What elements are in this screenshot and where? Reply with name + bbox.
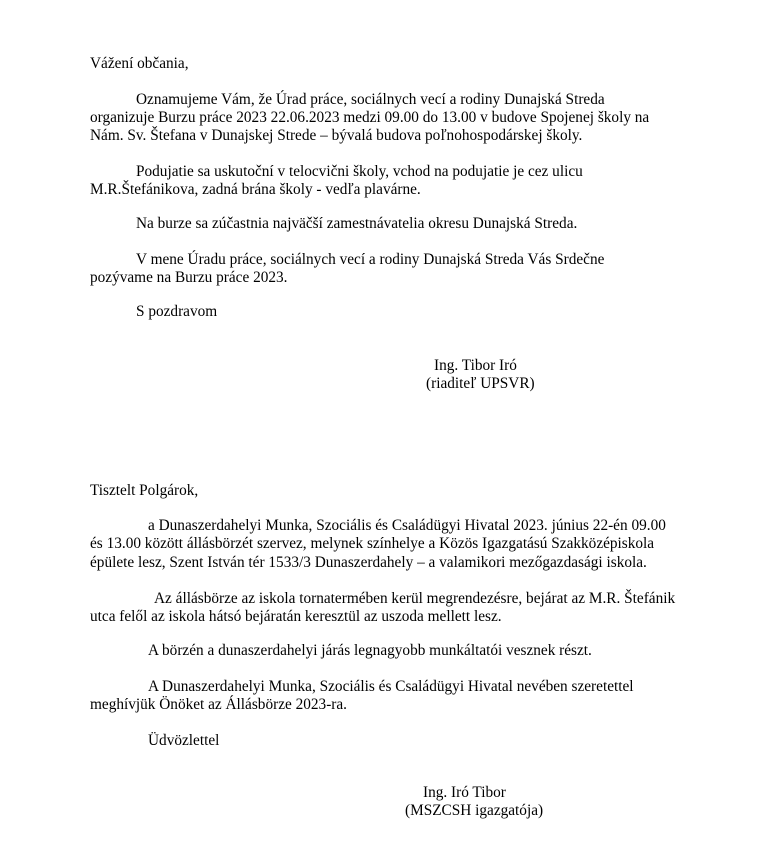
paragraph-line: organizuje Burzu práce 2023 22.06.2023 medzi 09.00 do 13.00 v budove Spojenej školy na xyxy=(90,109,650,126)
paragraph-line: V mene Úradu práce, sociálnych vecí a rodiny Dunajská Streda Vás Srdečne xyxy=(136,251,605,268)
signature-title-sk: (riaditeľ UPSVR) xyxy=(426,375,535,392)
paragraph-line: pozývame na Burzu práce 2023. xyxy=(90,269,288,286)
signature-name-sk: Ing. Tibor Iró xyxy=(434,357,517,374)
paragraph-line: Az állásbörze az iskola tornatermében kerül megrendezésre, bejárat az M.R. Štefánik xyxy=(154,590,676,607)
paragraph-line: meghívjük Önöket az Állásbörze 2023-ra. xyxy=(90,696,347,713)
salutation-hu: Tisztelt Polgárok, xyxy=(90,482,199,499)
paragraph-line: utca felől az iskola hátsó bejáratán keresztül az uszoda mellett lesz. xyxy=(90,608,502,625)
paragraph-line: A börzén a dunaszerdahelyi járás legnagyobb munkáltatói vesznek részt. xyxy=(148,642,592,659)
paragraph-line: M.R.Štefánikova, zadná brána školy - vedľa plavárne. xyxy=(90,181,421,198)
salutation-sk: Vážení občania, xyxy=(90,55,189,72)
signature-title-hu: (MSZCSH igazgatója) xyxy=(405,802,544,819)
paragraph-line: Nám. Sv. Štefana v Dunajskej Strede – bývalá budova poľnohospodárskej školy. xyxy=(90,127,583,144)
closing-hu: Üdvözlettel xyxy=(148,732,220,749)
paragraph-line: Oznamujeme Vám, že Úrad práce, sociálnych vecí a rodiny Dunajská Streda xyxy=(136,91,605,108)
paragraph-line: épülete lesz, Szent István tér 1533/3 Dunaszerdahely – a valamikori mezőgazdasági iskola. xyxy=(90,554,647,571)
paragraph-line: a Dunaszerdahelyi Munka, Szociális és Családügyi Hivatal 2023. június 22-én 09.00 xyxy=(148,517,666,534)
paragraph-line: Na burze sa zúčastnia najväčší zamestnávatelia okresu Dunajská Streda. xyxy=(136,215,578,232)
paragraph-line: és 13.00 között állásbörzét szervez, melynek színhelye a Közös Igazgatású Szakközépiskola xyxy=(90,535,655,552)
closing-sk: S pozdravom xyxy=(136,303,218,320)
paragraph-line: A Dunaszerdahelyi Munka, Szociális és Családügyi Hivatal nevében szeretettel xyxy=(148,678,634,695)
paragraph-line: Podujatie sa uskutoční v telocvični školy, vchod na podujatie je cez ulicu xyxy=(136,163,583,180)
signature-name-hu: Ing. Iró Tibor xyxy=(423,784,506,801)
